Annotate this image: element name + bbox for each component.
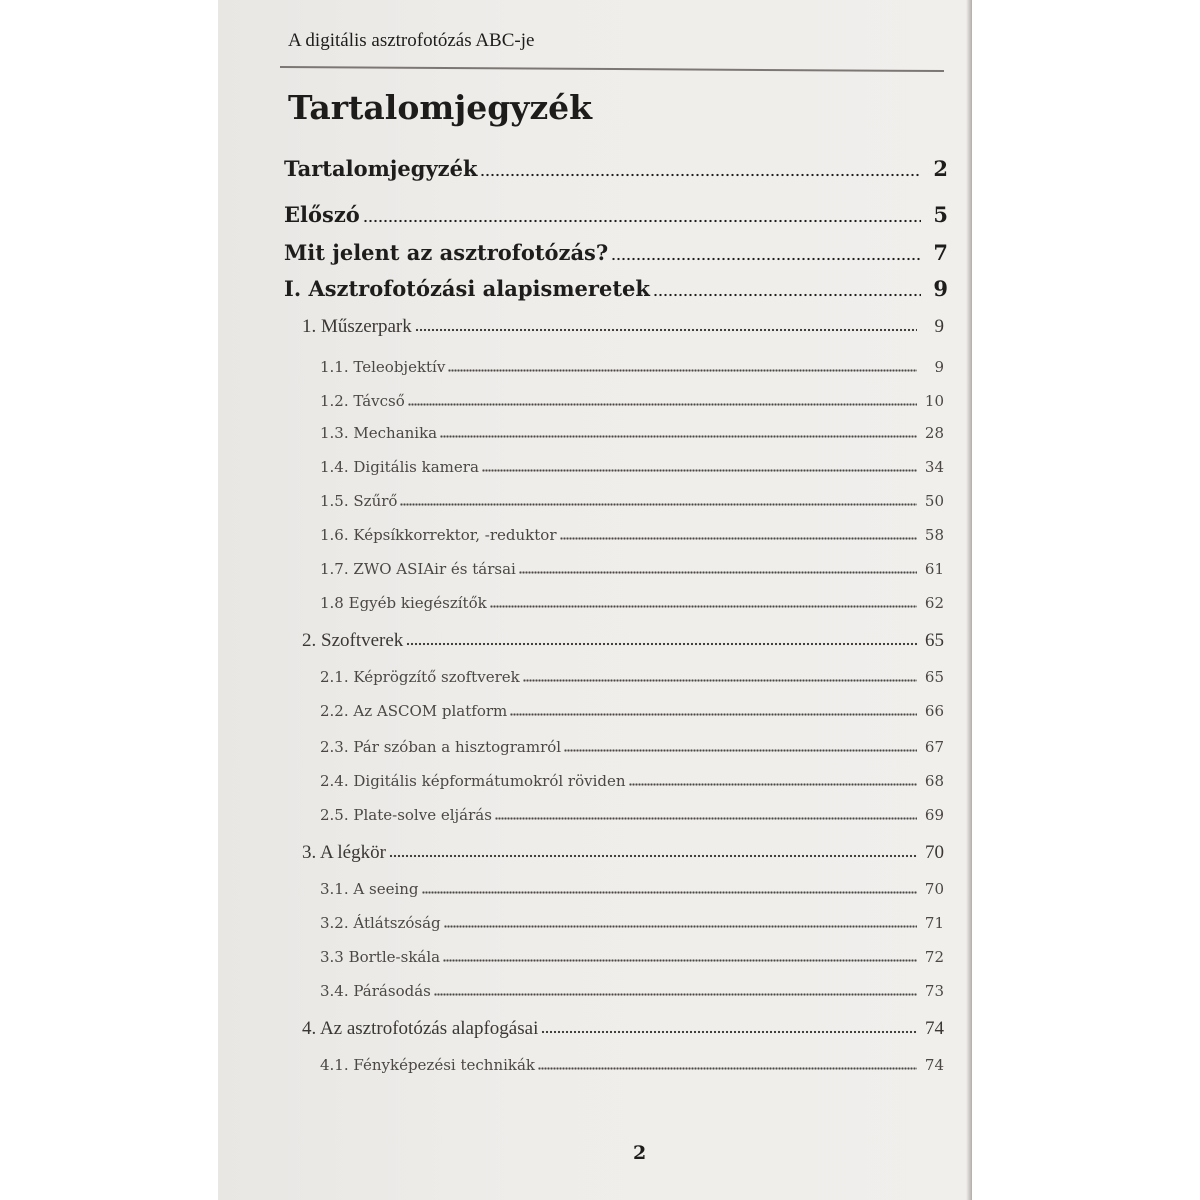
toc-entry-page: 62 (924, 594, 944, 612)
toc-entry-label: 3.1. A seeing (320, 880, 419, 898)
toc-dot-leader (480, 173, 921, 177)
toc-entry-label: 3. A légkör (302, 842, 386, 863)
toc-entry-page: 50 (924, 492, 944, 510)
toc-dot-leader (538, 1067, 917, 1070)
toc-entry-label: 1. Műszerpark (302, 316, 412, 337)
toc-dot-leader (629, 783, 917, 786)
toc-entry-label: 2.4. Digitális képformátumokról röviden (320, 772, 626, 790)
book-page (218, 0, 972, 1200)
toc-entry-label: 1.3. Mechanika (320, 424, 438, 442)
toc-entry (302, 842, 944, 864)
toc-dot-leader (523, 679, 917, 682)
toc-entry-page: 2 (933, 156, 948, 181)
toc-dot-leader (564, 749, 917, 752)
toc-entry-label: 4.1. Fényképezési technikák (320, 1056, 536, 1074)
toc-entry-page: 73 (924, 982, 944, 1000)
toc-entry (320, 806, 944, 824)
toc-entry-page: 34 (924, 458, 944, 476)
toc-entry-page: 61 (924, 560, 944, 578)
running-header: A digitális asztrofotózás ABC-je (288, 30, 535, 51)
toc-dot-leader (482, 469, 917, 472)
toc-entry-page: 74 (924, 1056, 944, 1074)
toc-entry (320, 738, 944, 756)
toc-dot-leader (406, 642, 917, 646)
toc-entry (320, 358, 944, 376)
toc-entry-page: 70 (924, 880, 944, 898)
toc-entry (320, 392, 944, 410)
toc-dot-leader (422, 891, 917, 894)
toc-dot-leader (363, 219, 921, 223)
toc-dot-leader (519, 571, 917, 574)
toc-entry-page: 7 (933, 240, 948, 265)
toc-entry-label: 2.5. Plate-solve eljárás (320, 806, 492, 824)
toc-entry (320, 914, 944, 932)
toc-entry (320, 668, 944, 686)
toc-entry (302, 316, 944, 338)
toc-entry-label: 3.4. Párásodás (320, 982, 431, 1000)
toc-dot-leader (653, 293, 921, 297)
toc-entry-label: Tartalomjegyzék (284, 156, 478, 181)
toc-entry-label: 3.3 Bortle-skála (320, 948, 441, 966)
toc-entry (302, 1018, 944, 1040)
toc-entry (320, 492, 944, 510)
toc-dot-leader (611, 257, 921, 261)
toc-entry-page: 65 (924, 668, 944, 686)
toc-entry (320, 880, 944, 898)
toc-dot-leader (434, 993, 917, 996)
toc-entry-page: 72 (924, 948, 944, 966)
page-title: Tartalomjegyzék (288, 88, 593, 127)
toc-entry (302, 630, 944, 652)
page-number: 2 (633, 1142, 647, 1164)
toc-entry-label: 1.5. Szűrő (320, 492, 398, 510)
toc-entry-page: 70 (925, 842, 944, 863)
toc-entry (284, 276, 948, 301)
toc-entry-page: 69 (924, 806, 944, 824)
toc-entry-label: Előszó (284, 202, 360, 227)
toc-dot-leader (541, 1030, 917, 1034)
toc-entry (320, 702, 944, 720)
toc-dot-leader (560, 537, 918, 540)
toc-dot-leader (444, 925, 917, 928)
toc-entry-page: 5 (933, 202, 948, 227)
toc-dot-leader (440, 435, 917, 438)
toc-entry-label: 1.7. ZWO ASIAir és társai (320, 560, 516, 578)
toc-dot-leader (490, 605, 917, 608)
toc-entry-label: I. Asztrofotózási alapismeretek (284, 276, 650, 301)
toc-dot-leader (415, 328, 917, 332)
toc-entry-label: 1.4. Digitális kamera (320, 458, 479, 476)
toc-entry-page: 9 (934, 358, 944, 376)
toc-entry-page: 65 (925, 630, 944, 651)
toc-entry (320, 982, 944, 1000)
toc-entry (320, 424, 944, 442)
toc-entry-page: 58 (924, 526, 944, 544)
toc-entry-label: 2. Szoftverek (302, 630, 404, 651)
toc-entry-label: 2.2. Az ASCOM platform (320, 702, 508, 720)
toc-entry (320, 560, 944, 578)
toc-dot-leader (495, 817, 917, 820)
toc-entry-label: 4. Az asztrofotózás alapfogásai (302, 1018, 539, 1039)
toc-dot-leader (448, 369, 917, 372)
toc-entry-page: 9 (933, 276, 948, 301)
toc-entry-page: 71 (924, 914, 944, 932)
toc-entry-label: 2.1. Képrögzítő szoftverek (320, 668, 520, 686)
toc-entry (320, 594, 944, 612)
toc-entry-page: 66 (924, 702, 944, 720)
toc-entry-page: 10 (924, 392, 944, 410)
toc-entry (284, 156, 948, 181)
toc-entry-label: 2.3. Pár szóban a hisztogramról (320, 738, 562, 756)
toc-dot-leader (389, 854, 917, 858)
toc-entry (284, 240, 948, 265)
table-of-contents (218, 0, 972, 1200)
toc-entry-label: 1.6. Képsíkkorrektor, -reduktor (320, 526, 557, 544)
toc-entry (284, 202, 948, 227)
toc-entry-page: 74 (925, 1018, 944, 1039)
toc-entry-label: 1.2. Távcső (320, 392, 405, 410)
toc-dot-leader (408, 403, 917, 406)
toc-entry-label: 1.8 Egyéb kiegészítők (320, 594, 487, 612)
toc-entry-page: 67 (924, 738, 944, 756)
toc-entry (320, 772, 944, 790)
toc-dot-leader (510, 713, 917, 716)
toc-entry-page: 9 (934, 316, 944, 337)
toc-entry-page: 68 (924, 772, 944, 790)
toc-dot-leader (443, 959, 917, 962)
toc-entry-label: 1.1. Teleobjektív (320, 358, 446, 376)
toc-dot-leader (400, 503, 917, 506)
toc-entry-label: Mit jelent az asztrofotózás? (284, 240, 609, 265)
toc-entry-page: 28 (924, 424, 944, 442)
toc-entry (320, 1056, 944, 1074)
toc-entry (320, 526, 944, 544)
toc-entry-label: 3.2. Átlátszóság (320, 914, 441, 932)
toc-entry (320, 458, 944, 476)
toc-entry (320, 948, 944, 966)
